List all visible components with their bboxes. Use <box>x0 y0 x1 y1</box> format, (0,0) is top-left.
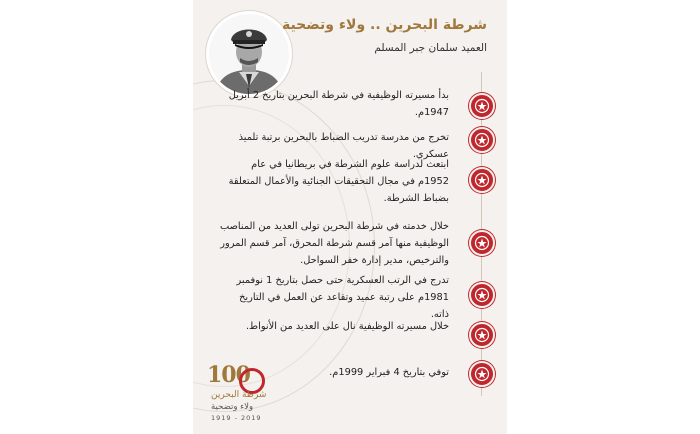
card-subtitle: العميد سلمان جبر المسلم <box>374 42 487 54</box>
timeline-entry: تخرج من مدرسة تدريب الضباط بالبحرين برتبة تلميذ عسكري. <box>238 132 449 160</box>
police-emblem-icon <box>469 167 495 193</box>
police-emblem-icon <box>469 282 495 308</box>
police-emblem-icon <box>469 322 495 348</box>
portrait-image <box>209 14 289 94</box>
timeline-entry: خلال مسيرته الوظيفية نال على العديد من الأنواط. <box>245 321 449 332</box>
logo-years: 1919 - 2019 <box>211 414 262 422</box>
police-emblem-icon <box>469 93 495 119</box>
timeline-entry: خلال خدمته في شرطة البحرين تولى العديد من المناصب الوظيفية منها آمر قسم شرطة المحرق، آمر قسم المرور والترخيص، مدير إدارة خفر السواحل. <box>219 221 449 266</box>
portrait-photo <box>209 14 289 94</box>
profile-card <box>193 0 507 434</box>
police-emblem-icon <box>469 230 495 256</box>
logo-line1: شرطة البحرين <box>211 390 267 400</box>
card-title: شرطة البحرين .. ولاء وتضحية <box>281 17 487 33</box>
card-header <box>282 17 487 54</box>
logo-line2: ولاء وتضحية <box>211 402 254 412</box>
timeline-entry: تدرج في الرتب العسكرية حتى حصل بتاريخ 1 نوفمبر 1981م على رتبة عميد وتقاعد عن العمل في التاريخ ذاته. <box>236 275 449 320</box>
centenary-logo <box>203 364 283 428</box>
police-emblem-icon <box>469 127 495 153</box>
timeline-entry: توفي بتاريخ 4 فبراير 1999م. <box>329 367 449 378</box>
timeline-entry: ابتعث لدراسة علوم الشرطة في بريطانيا في عام 1952م في مجال التحقيقات الجنائية والأعمال المتعلقة بضباط الشرطة. <box>228 159 449 204</box>
logo-number: 100 <box>207 362 250 388</box>
timeline-entry: بدأ مسيرته الوظيفية في شرطة البحرين بتاريخ 2 أبريل 1947م. <box>228 90 449 118</box>
police-emblem-icon <box>469 361 495 387</box>
